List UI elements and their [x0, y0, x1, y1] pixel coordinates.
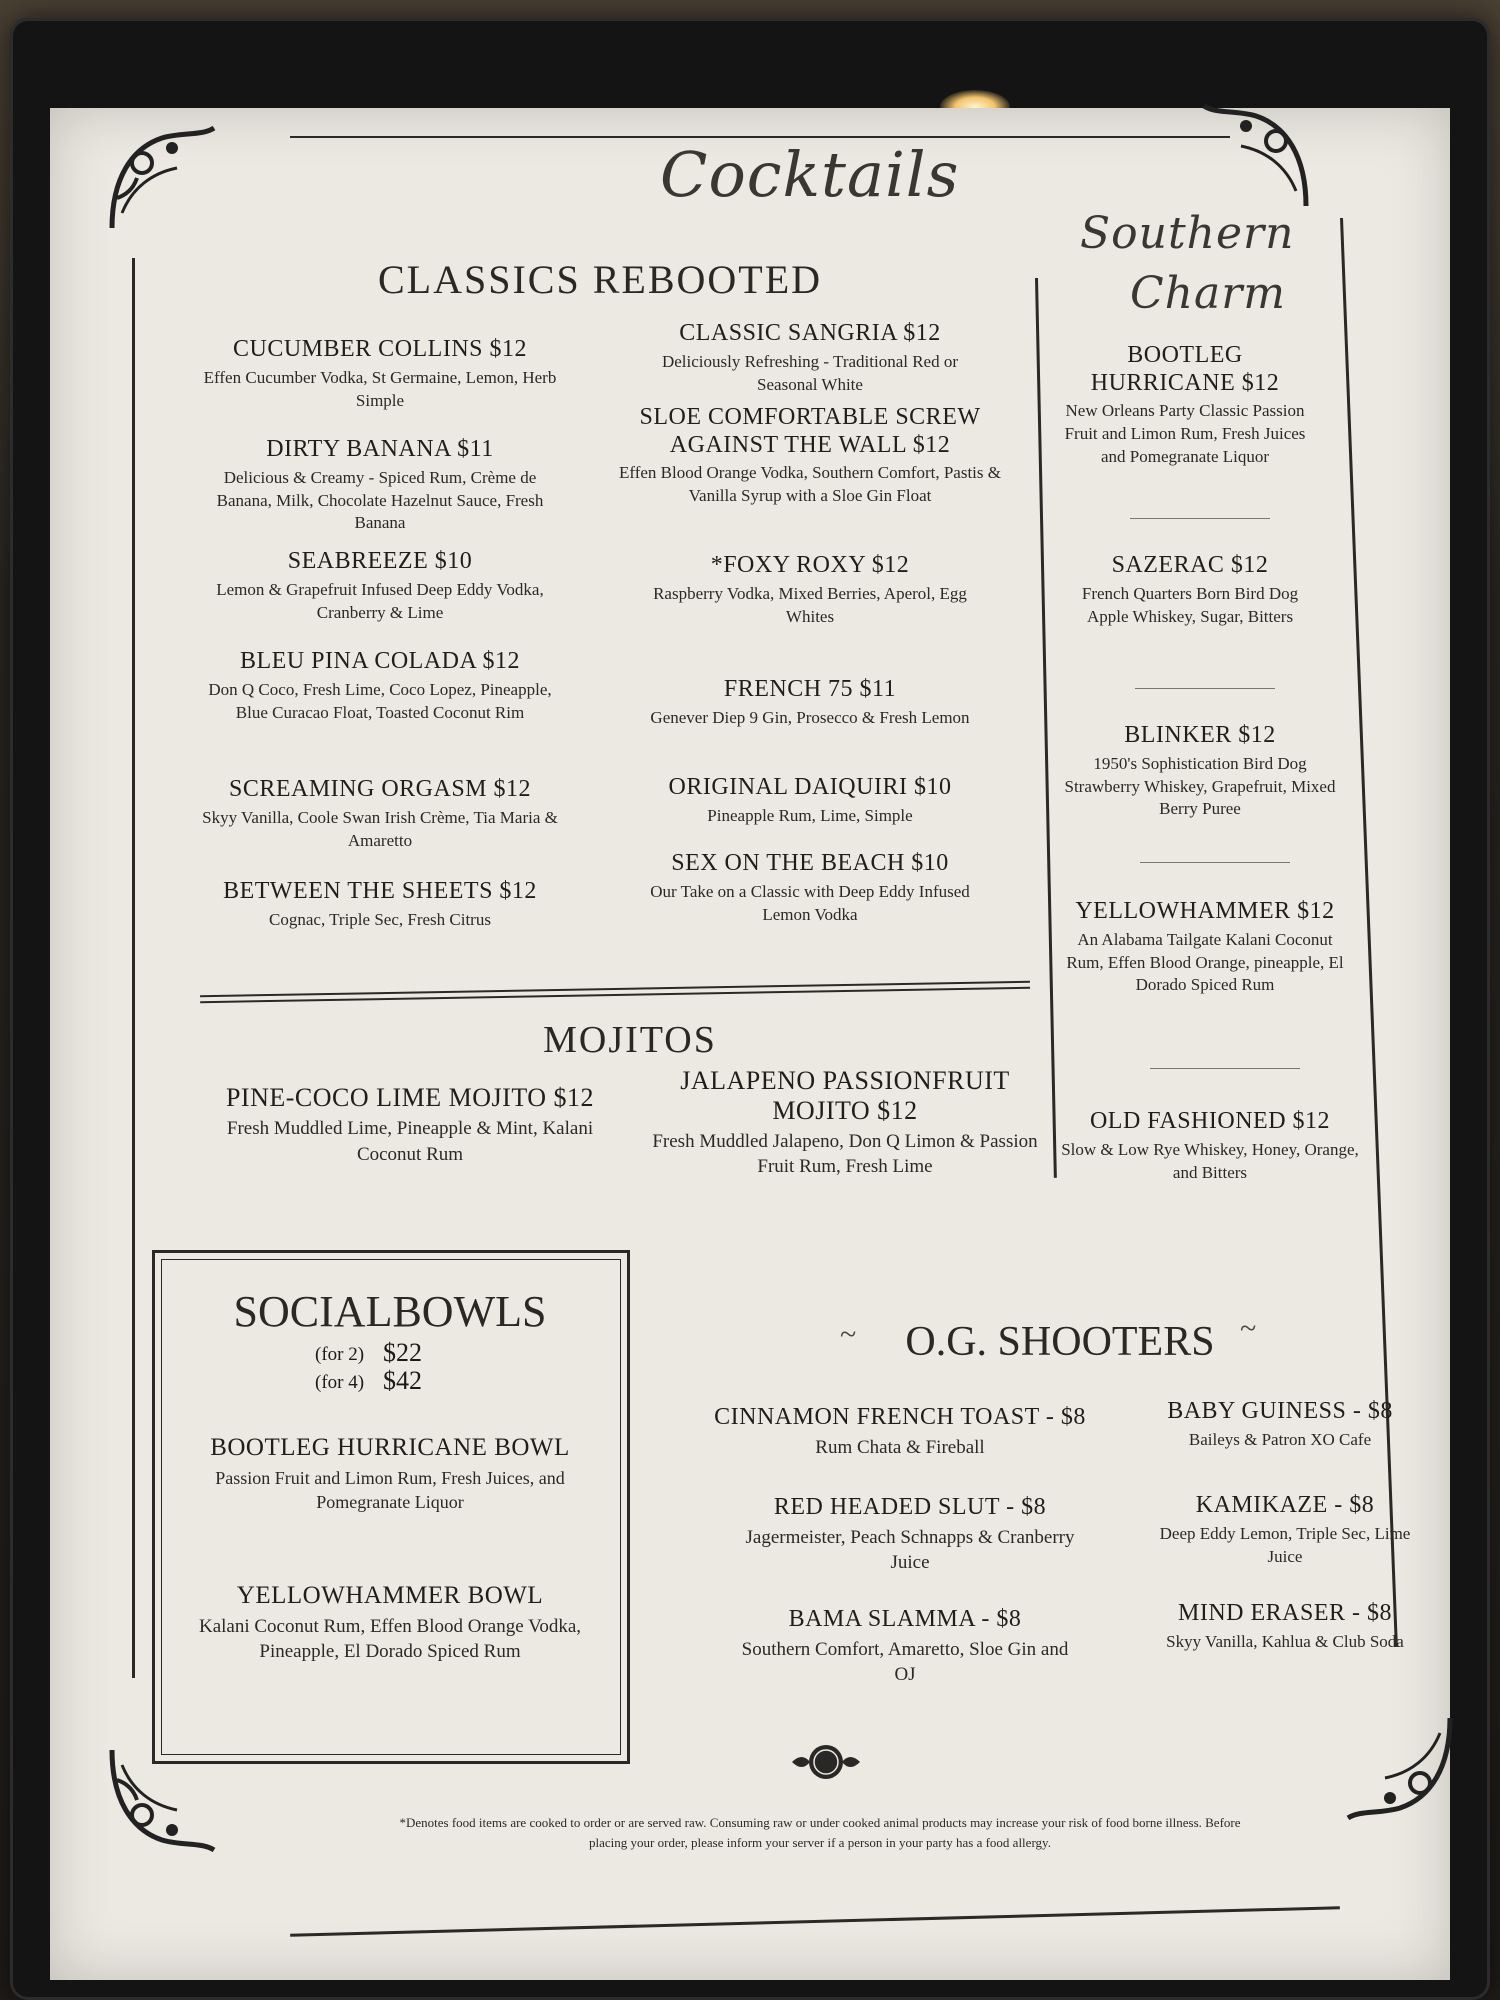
menu-item: [200, 1083, 620, 1167]
menu-item: [200, 776, 560, 852]
item-desc: French Quarters Born Bird Dog Apple Whiskey, Sugar, Bitters: [1081, 583, 1299, 626]
item-name: DIRTY BANANA $11: [266, 436, 494, 462]
item-name: BOOTLEG HURRICANE $12: [1090, 342, 1280, 396]
menu-item: [175, 1434, 605, 1514]
menu-item: [1150, 1492, 1420, 1568]
item-desc: Don Q Coco, Fresh Lime, Coco Lopez, Pineapple, Blue Curacao Float, Toasted Coconut Rim: [208, 679, 552, 722]
menu-item: [200, 648, 560, 724]
item-name: MIND ERASER - $8: [1177, 1600, 1392, 1626]
item-name: *FOXY ROXY $12: [710, 552, 910, 578]
bowl-price-2: $22: [383, 1338, 422, 1367]
item-name: SAZERAC $12: [1111, 552, 1269, 578]
item-desc: Southern Comfort, Amaretto, Sloe Gin and OJ: [741, 1638, 1069, 1686]
item-separator: [1140, 862, 1290, 863]
item-name: SEABREEZE $10: [287, 548, 473, 574]
item-desc: Fresh Muddled Jalapeno, Don Q Limon & Passion Fruit Rum, Fresh Lime: [652, 1130, 1038, 1178]
item-desc: Jagermeister, Peach Schnapps & Cranberry Juice: [745, 1526, 1075, 1574]
item-desc: Deliciously Refreshing - Traditional Red or Seasonal White: [661, 351, 959, 394]
menu-page: [50, 108, 1450, 1980]
left-border-rule: [132, 258, 135, 1678]
menu-item: [1060, 552, 1320, 628]
item-name: BLINKER $12: [1124, 722, 1276, 748]
item-name: JALAPENO PASSIONFRUIT MOJITO $12: [680, 1066, 1010, 1125]
southern-heading-line1: Southern: [1080, 208, 1295, 259]
menu-item: [1060, 898, 1350, 997]
item-name: SEX ON THE BEACH $10: [671, 850, 949, 876]
menu-item: [615, 404, 1005, 508]
menu-item: [730, 1494, 1090, 1576]
item-desc: Delicious & Creamy - Spiced Rum, Crème de Banana, Milk, Chocolate Hazelnut Sauce, Fresh Banana: [216, 467, 544, 533]
menu-item: [1150, 1600, 1420, 1654]
mojitos-divider-rule: [200, 981, 1030, 997]
item-name: BAMA SLAMMA - $8: [788, 1606, 1022, 1632]
menu-item: [650, 1066, 1040, 1180]
menu-item: [630, 774, 990, 828]
menu-title: Cocktails: [660, 138, 960, 211]
menu-item: [630, 320, 990, 396]
item-name: BLEU PINA COLADA $12: [239, 648, 520, 674]
column-divider-rule: [1035, 278, 1057, 1178]
menu-item: [740, 1606, 1070, 1688]
item-desc: Slow & Low Rye Whiskey, Honey, Orange, and Bitters: [1061, 1139, 1359, 1182]
item-desc: Skyy Vanilla, Kahlua & Club Soda: [1166, 1631, 1404, 1651]
item-desc: Our Take on a Classic with Deep Eddy Infused Lemon Vodka: [650, 881, 970, 924]
item-name: CLASSIC SANGRIA $12: [679, 320, 941, 346]
menu-item: [630, 850, 990, 926]
item-separator: [1135, 688, 1275, 689]
item-desc: Raspberry Vodka, Mixed Berries, Aperol, Egg Whites: [653, 583, 967, 626]
item-name: BOOTLEG HURRICANE BOWL: [210, 1434, 570, 1461]
menu-item: [1060, 342, 1310, 469]
item-desc: Fresh Muddled Lime, Pineapple & Mint, Kalani Coconut Rum: [226, 1117, 594, 1165]
item-desc: Genever Diep 9 Gin, Prosecco & Fresh Lemon: [650, 707, 970, 727]
menu-item: [690, 1404, 1110, 1460]
item-desc: Effen Cucumber Vodka, St Germaine, Lemon, Herb Simple: [203, 367, 557, 410]
swirl-ornament-right: ~: [1240, 1312, 1257, 1345]
menu-item: [200, 548, 560, 624]
menu-item: [200, 878, 560, 932]
item-desc: An Alabama Tailgate Kalani Coconut Rum, Effen Blood Orange, pineapple, El Dorado Spiced Rum: [1066, 929, 1344, 995]
item-desc: Passion Fruit and Limon Rum, Fresh Juices, and Pomegranate Liquor: [215, 1467, 565, 1513]
item-name: CINNAMON FRENCH TOAST - $8: [714, 1404, 1086, 1430]
item-desc: Lemon & Grapefruit Infused Deep Eddy Vodka, Cranberry & Lime: [216, 579, 544, 622]
classics-heading: CLASSICS REBOOTED: [377, 257, 823, 302]
item-name: KAMIKAZE - $8: [1195, 1492, 1375, 1518]
bowl-price-4: $42: [383, 1366, 422, 1395]
menu-item: [640, 552, 980, 628]
item-name: ORIGINAL DAIQUIRI $10: [668, 774, 952, 800]
item-desc: New Orleans Party Classic Passion Fruit and Limon Rum, Fresh Juices and Pomegranate Liquor: [1064, 401, 1306, 467]
item-name: PINE-COCO LIME MOJITO $12: [225, 1083, 595, 1112]
item-name: SLOE COMFORTABLE SCREW AGAINST THE WALL $12: [639, 404, 981, 458]
item-separator: [1130, 518, 1270, 519]
mojitos-heading: MOJITOS: [543, 1019, 717, 1061]
socialbowls-heading: SOCIALBOWLS: [233, 1287, 547, 1336]
menu-item: [1150, 1398, 1410, 1452]
menu-item: [1060, 1108, 1360, 1184]
menu-item: [175, 1582, 605, 1665]
menu-item: [200, 436, 560, 535]
item-desc: Pineapple Rum, Lime, Simple: [707, 805, 913, 825]
item-name: YELLOWHAMMER BOWL: [236, 1582, 544, 1609]
shooters-heading: O.G. SHOOTERS: [905, 1319, 1215, 1365]
item-desc: Cognac, Triple Sec, Fresh Citrus: [269, 909, 491, 929]
item-desc: Baileys & Patron XO Cafe: [1188, 1429, 1372, 1449]
item-desc: Deep Eddy Lemon, Triple Sec, Lime Juice: [1159, 1523, 1411, 1566]
item-name: OLD FASHIONED $12: [1089, 1108, 1331, 1134]
item-name: CUCUMBER COLLINS $12: [232, 336, 528, 362]
item-desc: 1950's Sophistication Bird Dog Strawberry Whiskey, Grapefruit, Mixed Berry Puree: [1064, 753, 1336, 819]
bottom-border-rule: [290, 1906, 1340, 1936]
menu-item: [1060, 722, 1340, 821]
allergy-footnote: *Denotes food items are cooked to order or are served raw. Consuming raw or under cooked animal products may increase your risk of food borne illness. Before placing your order, please inform your server if a person in your party has a food allergy.: [399, 1815, 1241, 1850]
item-name: FRENCH 75 $11: [723, 676, 897, 702]
item-name: BABY GUINESS - $8: [1167, 1398, 1393, 1424]
item-name: SCREAMING ORGASM $12: [228, 776, 532, 802]
menu-item: [200, 336, 560, 412]
item-name: BETWEEN THE SHEETS $12: [223, 878, 537, 904]
southern-heading-line2: Charm: [1130, 268, 1286, 319]
corner-ornament-top-left: [102, 118, 222, 238]
monogram-emblem: [790, 1740, 862, 1784]
item-name: RED HEADED SLUT - $8: [773, 1494, 1047, 1520]
item-separator: [1150, 1068, 1300, 1069]
item-desc: Rum Chata & Fireball: [815, 1436, 985, 1458]
item-name: YELLOWHAMMER $12: [1075, 898, 1335, 924]
item-desc: Kalani Coconut Rum, Effen Blood Orange Vodka, Pineapple, El Dorado Spiced Rum: [198, 1615, 582, 1663]
corner-ornament-bottom-right: [1340, 1708, 1460, 1828]
corner-ornament-top-right: [1196, 96, 1316, 216]
swirl-ornament-left: ~: [840, 1318, 857, 1351]
item-desc: Skyy Vanilla, Coole Swan Irish Crème, Tia Maria & Amaretto: [202, 807, 558, 850]
bowl-price-4-label: (for 4): [315, 1372, 365, 1393]
bowl-price-2-label: (for 2): [315, 1344, 365, 1365]
item-desc: Effen Blood Orange Vodka, Southern Comfort, Pastis & Vanilla Syrup with a Sloe Gin Float: [618, 463, 1001, 506]
menu-item: [630, 676, 990, 730]
